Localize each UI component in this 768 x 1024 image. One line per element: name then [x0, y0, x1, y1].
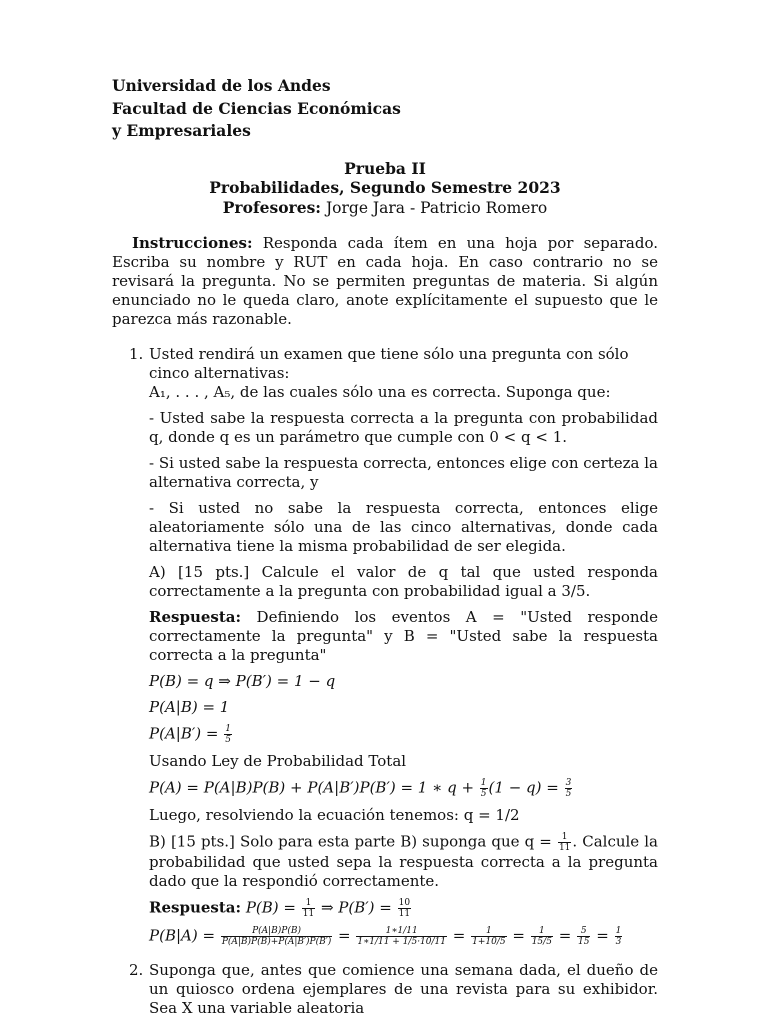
question-1	[112, 345, 658, 947]
frac-num: 1	[531, 926, 553, 937]
fraction-step-3	[531, 926, 553, 947]
equation-pab: P(A|B) = 1	[149, 698, 230, 716]
frac-num: 1	[480, 778, 487, 788]
frac-den: 15/5	[531, 937, 552, 947]
frac-num: 3	[565, 778, 572, 788]
professors-line	[112, 198, 658, 219]
fraction-1-11	[558, 832, 571, 853]
equation-bayes: P(B|A) = $\frac{P(A|B)P(B)}{P(A|B)P(B)+P(A|B')P(B')}$ = $\frac{1∗1/11}{1∗1/11 + 1/5\cdot 10/11}$ = $\frac{1}{1+10/5}$ = $\frac{1}{15/5}$ = $\frac{5}{15}$ = $\frac{1}{3}$	[149, 926, 622, 947]
answer-label-b: Respuesta:	[149, 898, 242, 917]
fraction-bayes	[221, 926, 332, 947]
professors-names: Jorge Jara - Patricio Romero	[325, 198, 548, 217]
frac-num: 1	[615, 926, 622, 936]
frac-num: 1	[471, 926, 506, 937]
fraction-step-2	[471, 926, 506, 947]
frac-num: P(A|B)P(B)	[221, 926, 332, 937]
q1-bullet-2: - Si usted sabe la respuesta correcta, entonces elige con certeza la alternativa correcta, y	[149, 454, 658, 491]
exam-name: Prueba II	[344, 158, 426, 178]
q2-text: Suponga que, antes que comience una semana dada, el dueño de un quiosco ordena ejemplares de una revista para su exhibidor. Sea X una variable aleatoria	[149, 961, 658, 1017]
part-b-text-b: . Calcule la probabilidad que usted sepa la respuesta correcta a la pregunta dado que la respondió correctamente.	[149, 832, 658, 890]
question-2-number: 2.	[129, 961, 144, 979]
frac-num: 1	[225, 724, 231, 734]
q1-part-b	[149, 832, 658, 891]
fraction-step-1	[356, 926, 447, 947]
equation-pb: P(B) = q ⇒ P(B′) = 1 − q	[149, 672, 336, 690]
document-page	[112, 72, 658, 1018]
frac-den: 3	[615, 937, 622, 947]
answer-a-intro: Definiendo los eventos A = "Usted responde correctamente la pregunta" y B = "Usted sabe la respuesta correcta a la pregunta"	[149, 608, 658, 664]
answer-b-left: P(B) =	[245, 898, 301, 917]
part-b-text-a: B) [15 pts.] Solo para esta parte B) suponga que q =	[149, 832, 557, 851]
answer-b-mid: ⇒ P(B′) =	[316, 898, 397, 917]
frac-den: 11	[398, 909, 411, 919]
fraction-1-3	[615, 926, 623, 947]
frac-den: 5	[480, 789, 487, 799]
instructions	[112, 234, 658, 329]
eq4-mid: (1 − q) =	[488, 778, 564, 797]
q1-bullet-3: - Si usted no sabe la respuesta correcta, entonces elige aleatoriamente sólo una de las cinco alternativas, donde cada alternativa tiene la misma probabilidad de ser elegida.	[149, 499, 658, 555]
frac-den: 5	[225, 735, 231, 745]
answer-label: Respuesta:	[149, 608, 242, 626]
eq3-left: P(A|B′) =	[149, 724, 224, 743]
solution-q: Luego, resolviendo la ecuación tenemos: q = 1/2	[149, 806, 520, 824]
faculty-name: Facultad de Ciencias Económicas	[112, 98, 401, 118]
equation-pabprime	[149, 724, 658, 745]
exam-title	[112, 159, 658, 219]
frac-den: 1∗1/11 + 1/5·10/11	[357, 937, 446, 947]
frac-num: 1	[558, 832, 571, 843]
total-probability-label: Usando Ley de Probabilidad Total	[149, 752, 407, 770]
university-name: Universidad de los Andes	[112, 76, 331, 95]
q1-intro-cont: A₁, . . . , A₅, de las cuales sólo una es correcta. Suponga que:	[149, 383, 611, 401]
fraction-3-5	[565, 778, 573, 799]
professors-label: Profesores:	[222, 197, 322, 217]
instructions-text: Responda cada ítem en una hoja por separado. Escriba su nombre y RUT en cada hoja. En caso contrario no se revisará la pregunta. No se permiten preguntas de materia. Si algún enunciado no le queda claro, anote explícitamente el supuesto que le parezca más razonable.	[112, 234, 658, 328]
frac-den: 11	[302, 909, 315, 919]
frac-num: 1∗1/11	[356, 926, 447, 937]
frac-den: 15	[578, 937, 590, 947]
q1-bullet-1: - Usted sabe la respuesta correcta a la pregunta con probabilidad q, donde q es un parámetro que cumple con 0 < q < 1.	[149, 409, 658, 446]
eq4-left: P(A) = P(A|B)P(B) + P(A|B′)P(B′) = 1 ∗ q +	[149, 778, 479, 797]
frac-num: 10	[398, 898, 411, 908]
university-header	[112, 75, 658, 143]
faculty-name-cont: y Empresariales	[112, 121, 251, 140]
q1-part-a: A) [15 pts.] Calcule el valor de q tal que usted responda correctamente a la pregunta con probabilidad igual a 3/5.	[149, 563, 658, 600]
fraction-1-5	[224, 724, 232, 745]
fraction-5-15	[577, 926, 590, 947]
bayes-left: P(B|A) =	[149, 926, 220, 945]
fraction-1-11b	[302, 898, 315, 919]
q1-intro: Usted rendirá un examen que tiene sólo una pregunta con sólo cinco alternativas:	[149, 345, 629, 382]
fraction-10-11	[398, 898, 411, 919]
frac-den: 1+10/5	[472, 937, 506, 947]
frac-num: 1	[302, 898, 315, 909]
frac-den: P(A|B)P(B)+P(A|B′)P(B′)	[221, 937, 332, 947]
instructions-label: Instrucciones:	[132, 234, 253, 252]
frac-num: 5	[577, 926, 590, 937]
q1-answer-b	[149, 898, 658, 919]
equation-total-probability	[149, 778, 658, 799]
course-name: Probabilidades, Segundo Semestre 2023	[209, 178, 561, 197]
q1-answer-a	[149, 608, 658, 665]
fraction-1-5b	[480, 778, 488, 799]
frac-den: 5	[565, 789, 572, 799]
frac-den: 11	[558, 843, 571, 853]
question-2	[112, 961, 658, 1018]
question-1-number: 1.	[129, 345, 144, 363]
